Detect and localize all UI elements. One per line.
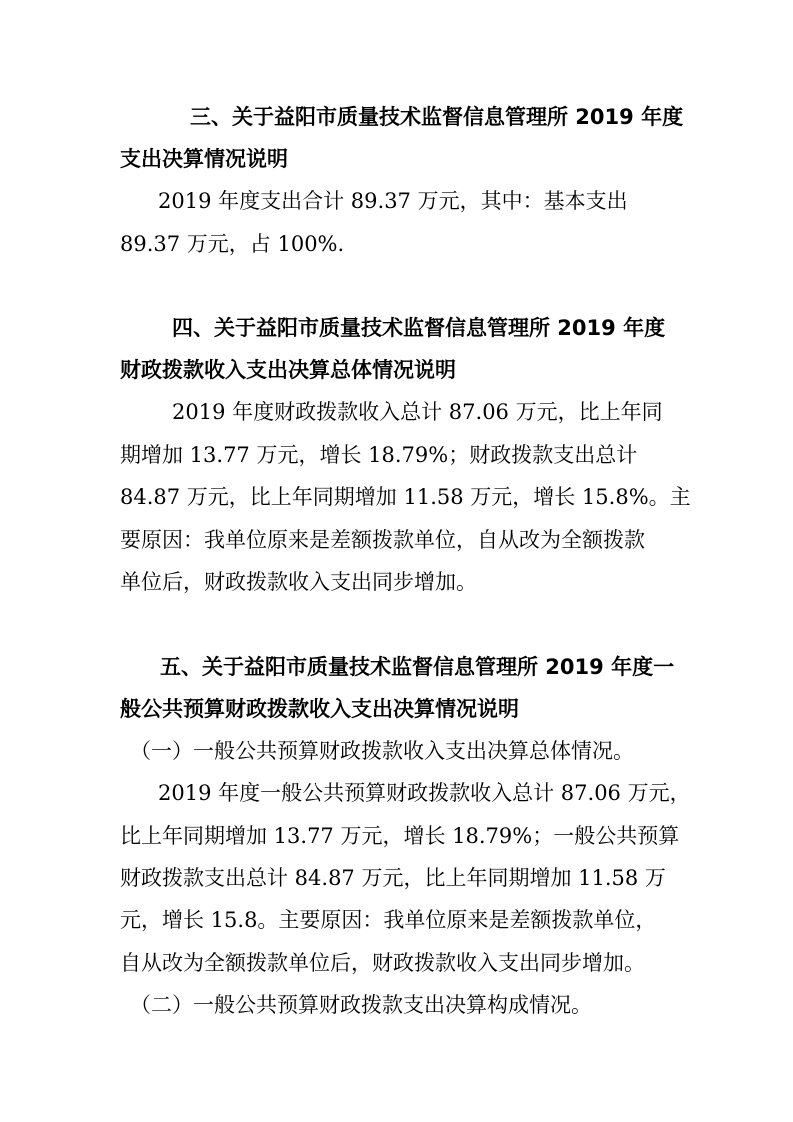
section3-heading-line2: 支出决算情况说明 — [120, 147, 288, 171]
section3-paragraph-line1: 2019 年度支出合计 89.37 万元，其中：基本支出 — [158, 189, 628, 213]
section4-paragraph-line: 2019 年度财政拨款收入总计 87.06 万元，比上年同 — [172, 400, 663, 424]
section4-heading-line1: 四、关于益阳市质量技术监督信息管理所 2019 年度 — [172, 316, 666, 340]
section4-paragraph-line: 要原因：我单位原来是差额拨款单位，自从改为全额拨款 — [120, 528, 645, 552]
section5-subsection2-title: （二）一般公共预算财政拨款支出决算构成情况。 — [130, 993, 592, 1017]
section4-paragraph-line: 84.87 万元，比上年同期增加 11.58 万元，增长 15.8%。主 — [120, 485, 691, 509]
section5-heading-line1: 五、关于益阳市质量技术监督信息管理所 2019 年度一 — [160, 655, 675, 679]
section4-paragraph-line: 期增加 13.77 万元，增长 18.79%；财政拨款支出总计 — [120, 443, 638, 467]
section5-heading-line2: 般公共预算财政拨款收入支出决算情况说明 — [120, 697, 519, 721]
section4-paragraph-line: 单位后，财政拨款收入支出同步增加。 — [120, 570, 477, 594]
section5-subsection1-title: （一）一般公共预算财政拨款收入支出决算总体情况。 — [130, 739, 634, 763]
section4-heading-line2: 财政拨款收入支出决算总体情况说明 — [120, 358, 456, 382]
section5-paragraph-line: 自从改为全额拨款单位后，财政拨款收入支出同步增加。 — [120, 951, 645, 975]
section5-paragraph-line: 元，增长 15.8。主要原因：我单位原来是差额拨款单位， — [120, 908, 657, 932]
section5-paragraph-line: 2019 年度一般公共预算财政拨款收入总计 87.06 万元， — [158, 781, 691, 805]
section5-paragraph-line: 比上年同期增加 13.77 万元，增长 18.79%；一般公共预算 — [120, 824, 680, 848]
section3-paragraph-line2: 89.37 万元，占 100%. — [120, 232, 345, 256]
section3-heading-line1: 三、关于益阳市质量技术监督信息管理所 2019 年度 — [190, 105, 684, 129]
section5-paragraph-line: 财政拨款支出总计 84.87 万元，比上年同期增加 11.58 万 — [120, 866, 666, 890]
